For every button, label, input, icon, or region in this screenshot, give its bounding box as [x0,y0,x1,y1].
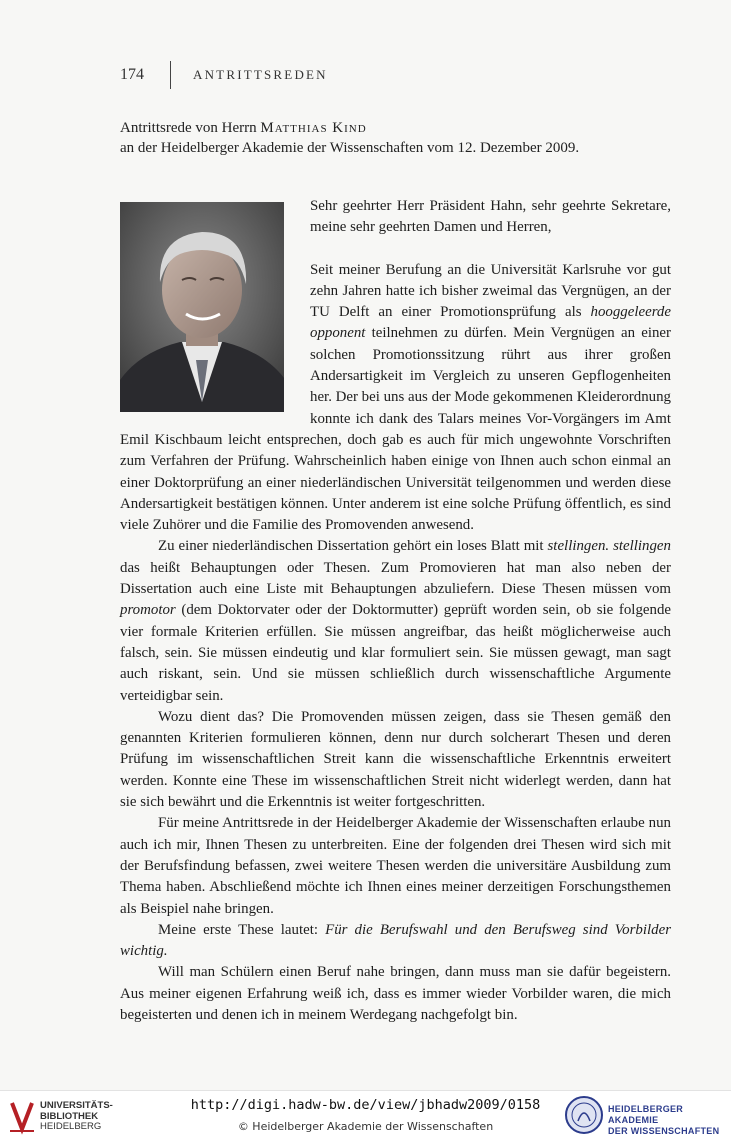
page-number: 174 [120,66,144,83]
copyright-notice: © Heidelberger Akademie der Wissenschaften [237,1120,494,1133]
heading-line-2: an der Heidelberger Akademie der Wissenschaften vom 12. Dezember 2009. [120,140,580,156]
paragraph-4: Wozu dient das? Die Promovenden müssen zeigen, dass sie Thesen gemäß den genannten Kriterien formulieren können, denn nur durch solcherart Thesen und deren Prüfung im wissenschaftlichen Streit kann die wissenschaftliche Erkenntnis erweitert werden. Konnte eine These im wissenschaftlichen Streit nicht widerlegt werden, dann hat sie sich bewährt und die Erkenntnis ist weiter fortgeschritten. [120,708,671,811]
paragraph-5: Für meine Antrittsrede in der Heidelberger Akademie der Wissenschaften erlaube nun auch ich mir, Ihnen Thesen zu unterbreiten. Eine der folgenden drei Thesen wird sich mit der Berufsfindung befassen, zwei weitere Thesen werden die universitäre Ausbildung zum Thema haben. Abschließend möchte ich Ihnen eines meiner derzeitigen Forschungsthemen als Beispiel nahe bringen. [120,815,671,917]
paragraph-salutation: Sehr geehrter Herr Präsident Hahn, sehr geehrte Sekretare, meine sehr geehrten Damen und Herren, [310,198,671,236]
speaker-name: Matthias Kind [260,120,367,136]
academy-name: HEIDELBERGER AKADEMIE DER WISSENSCHAFTEN [608,1104,720,1136]
paragraph-6: Meine erste These lautet: Für die Berufswahl und den Berufsweg sind Vorbilder wichtig. [120,921,671,960]
body-text [120,196,671,1026]
running-head [120,60,328,90]
heading-line-1: Antrittsrede von Herrn Matthias Kind [120,120,367,136]
paragraph-3: Zu einer niederländischen Dissertation gehört ein loses Blatt mit stellingen. stellingen das heißt Behauptungen oder Thesen. Zum Promovieren hat man also neben der Dissertation auch eine Liste mit Behauptungen abzuliefern. Diese Thesen müssen vom promotor (dem Doktorvater oder der Doktormutter) geprüft worden sein, ob sie folgende vier formale Kriterien erfüllen. Sie müssen angreifbar, das heißt möglicherweise auch falsch, sein. Sie müssen eindeutig und klar formuliert sein. Sie müssen gewagt, man sagt auch riskant, sein. Und sie müssen schließlich durch wissenschaftliche Argumente verteidigbar sein. [120,538,671,704]
viewer-footer [0,1090,731,1143]
paragraph-7: Will man Schülern einen Beruf nahe bringen, dann muss man sie dafür begeistern. Aus meiner eigenen Erfahrung weiß ich, dass es immer wieder Vorbilder waren, die mich begeisterten und denen ich in meinem Werdegang nachgefolgt bin. [120,964,671,1023]
head-divider [170,61,171,89]
running-head-title: ANTRITTSREDEN [193,67,328,82]
paragraph-2: Seit meiner Berufung an die Universität Karlsruhe vor gut zehn Jahren hatte ich bisher zweimal das Vergnügen, an der TU Delft an einer Promotionsprüfung als hooggeleerde opponent teilnehmen zu dürfen. Mein Vergnügen an einer solchen Promotionssitzung rührt aus ihrer großen Andersartigkeit im Vergleich zu unseren Gepflogenheiten her. Der bei uns aus der Mode gekommenen Kleiderordnung konnte ich dank des Talars meines Vor-Vorgängers im Amt Emil Kischbaum leicht entsprechen, doch gab es auch für mich ungewohnte Vorschriften zum Verfahren der Prüfung. Wahrscheinlich haben einige von Ihnen auch schon einmal an einer Doktorprüfung an einer niederländischen Universität teilgenommen und werden diese Andersartigkeit bestätigen können. Unter anderem ist eine solche Prüfung öffentlich, es sind viele Zuhörer und die Familie des Promovenden anwesend. [120,261,671,534]
permalink-url[interactable]: http://digi.hadw-bw.de/view/jbhadw2009/0158 [190,1097,541,1113]
speech-heading [120,118,680,158]
academy-seal-icon [564,1095,604,1135]
university-library-name: UNIVERSITÄTS- BIBLIOTHEK HEIDELBERG [40,1100,113,1132]
